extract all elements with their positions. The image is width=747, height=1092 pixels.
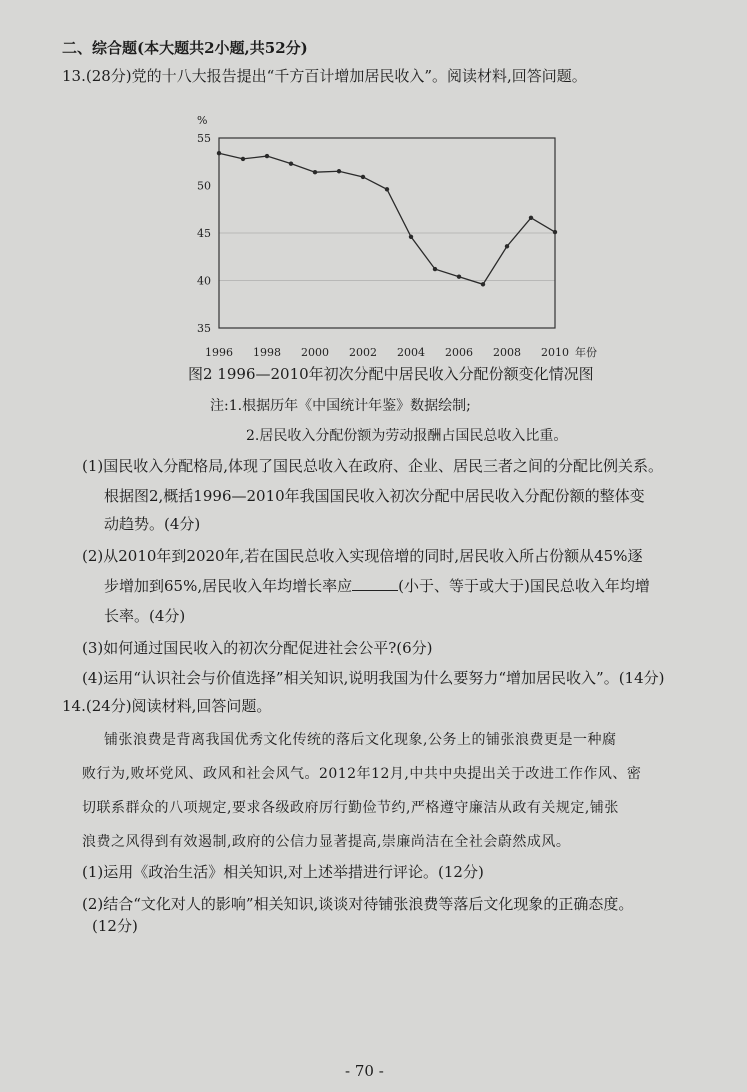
- q13-part2-line2: [104, 576, 650, 596]
- data-point: [361, 175, 365, 179]
- y-axis-unit: %: [197, 114, 208, 127]
- q13-part2-line1: (2)从2010年到2020年,若在国民总收入实现倍增的同时,居民收入所占份额从45%逐: [82, 547, 643, 565]
- q14-part1: (1)运用《政治生活》相关知识,对上述举措进行评论。(12分): [82, 863, 484, 881]
- q13-part2-line3: 长率。(4分): [104, 607, 186, 625]
- y-tick-label: 40: [197, 274, 211, 288]
- data-point: [409, 235, 413, 239]
- data-point: [553, 230, 557, 234]
- y-tick-label: 35: [197, 322, 211, 335]
- page-number: - 70 -: [345, 1062, 384, 1080]
- y-axis-ticks: [197, 132, 211, 335]
- x-tick-label: 2002: [349, 346, 377, 359]
- chart-caption: 图2 1996—2010年初次分配中居民收入分配份额变化情况图: [188, 365, 594, 383]
- x-tick-label: 2006: [445, 346, 473, 359]
- x-tick-label: 1998: [253, 346, 281, 359]
- data-point: [433, 267, 437, 271]
- q13-part3: (3)如何通过国民收入的初次分配促进社会公平?(6分): [82, 639, 433, 657]
- q14-intro: 14.(24分)阅读材料,回答问题。: [62, 697, 272, 715]
- x-axis-ticks: [205, 346, 569, 359]
- q14-material-line3: 切联系群众的八项规定,要求各级政府厉行勤俭节约,严格遵守廉洁从政有关规定,铺张: [82, 800, 619, 816]
- y-tick-label: 45: [197, 227, 211, 240]
- q14-material-line2: 败行为,败坏党风、政风和社会风气。2012年12月,中共中央提出关于改进工作作风、密: [82, 766, 642, 782]
- q13-part2-line2b: (小于、等于或大于)国民总收入年均增: [398, 577, 650, 595]
- x-tick-label: 2010: [541, 346, 569, 359]
- data-point: [337, 169, 341, 173]
- q13-part4: (4)运用“认识社会与价值选择”相关知识,说明我国为什么要努力“增加居民收入”。(14分): [82, 669, 665, 687]
- data-point: [289, 161, 293, 165]
- income-share-chart: [185, 108, 605, 368]
- q13-part1-line1: (1)国民收入分配格局,体现了国民总收入在政府、企业、居民三者之间的分配比例关系。: [82, 457, 664, 475]
- q13-part1-line3: 动趋势。(4分): [104, 515, 201, 533]
- data-point: [457, 275, 461, 279]
- q13-intro: 13.(28分)党的十八大报告提出“千方百计增加居民收入”。阅读材料,回答问题。: [62, 67, 587, 85]
- x-tick-label: 2008: [493, 346, 521, 359]
- y-tick-label: 55: [197, 132, 211, 145]
- chart-note-1: 注:1.根据历年《中国统计年鉴》数据绘制;: [210, 398, 471, 414]
- data-point: [529, 216, 533, 220]
- q13-part2-line2a: 步增加到65%,居民收入年均增长率应: [104, 577, 353, 595]
- guide-lines: [219, 233, 555, 281]
- data-point: [505, 244, 509, 248]
- chart-note-2: 2.居民收入分配份额为劳动报酬占国民总收入比重。: [246, 428, 568, 444]
- x-tick-label: 2004: [397, 346, 425, 359]
- q14-material-line4: 浪费之风得到有效遏制,政府的公信力显著提高,崇廉尚洁在全社会蔚然成风。: [82, 834, 571, 850]
- data-point: [313, 170, 317, 174]
- x-tick-label: 2000: [301, 346, 329, 359]
- q14-material-line1: 铺张浪费是背离我国优秀文化传统的落后文化现象,公务上的铺张浪费更是一种腐: [104, 732, 617, 748]
- y-tick-label: 50: [197, 179, 211, 193]
- x-tick-label: 1996: [205, 346, 233, 359]
- series-line: [219, 153, 555, 284]
- x-axis-unit: 年份: [575, 346, 597, 359]
- data-point: [385, 187, 389, 191]
- data-point: [265, 154, 269, 158]
- series-group: [217, 151, 557, 287]
- data-point: [481, 282, 485, 286]
- income-share-chart-svg: [185, 108, 605, 368]
- q14-part2-line2: (12分): [92, 917, 138, 935]
- q14-part2-line1: (2)结合“文化对人的影响”相关知识,谈谈对待铺张浪费等落后文化现象的正确态度。: [82, 895, 634, 913]
- data-point: [217, 151, 221, 155]
- section-header: 二、综合题(本大题共2小题,共52分): [62, 39, 308, 57]
- answer-blank: [352, 576, 398, 591]
- data-point: [241, 157, 245, 161]
- q13-part1-line2: 根据图2,概括1996—2010年我国国民收入初次分配中居民收入分配份额的整体变: [104, 487, 645, 505]
